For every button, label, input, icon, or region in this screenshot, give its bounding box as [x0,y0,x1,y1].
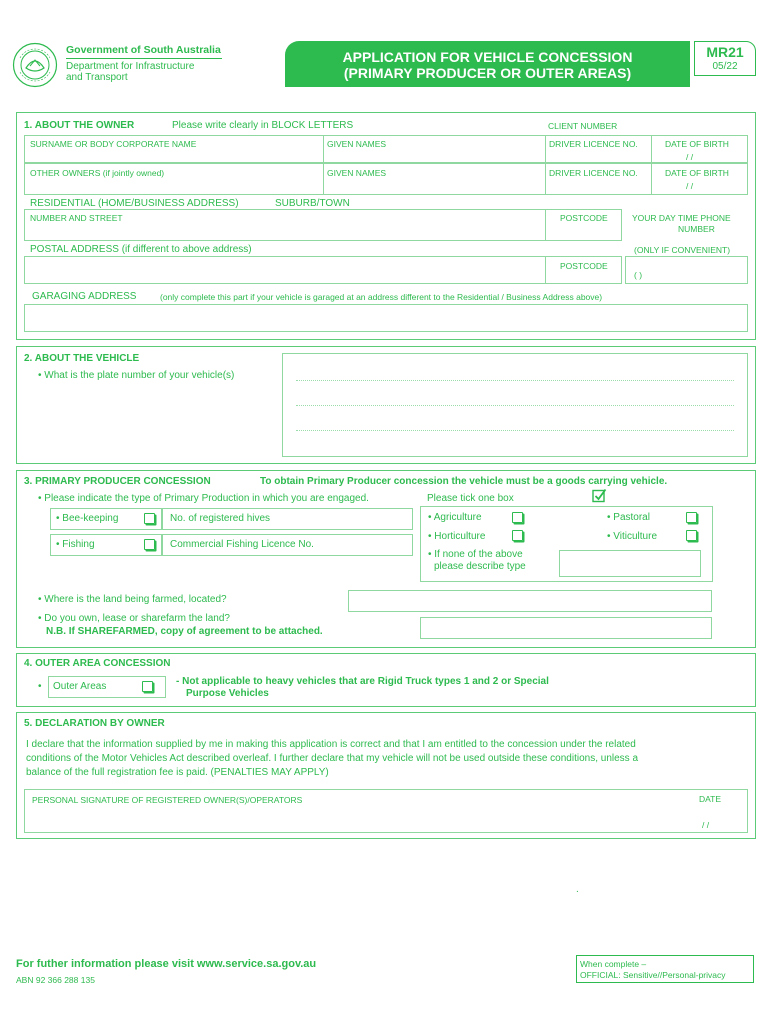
footer-info: For futher information please visit www.service.sa.gov.au [16,958,317,970]
dob-slashes: / / [686,152,694,162]
dob-slashes-2: / / [686,181,694,191]
form-code: MR21 [706,44,744,60]
driver-licence-label-2: DRIVER LICENCE NO. [549,168,638,178]
department-line-1: Department for Infrastructure [66,61,195,72]
postal-address-field[interactable] [24,256,546,284]
driver-licence-label: DRIVER LICENCE NO. [549,139,638,149]
surname-label: SURNAME OR BODY CORPORATE NAME [30,139,197,149]
phone-parens: ( ) [634,270,643,280]
bee-keeping-checkbox[interactable] [144,513,155,524]
phone-label-line-2: NUMBER [678,224,715,234]
declaration-line-1: I declare that the information supplied by me in making this application is correct and that I am entitled to the concession under the related [26,739,636,750]
dob-label: DATE OF BIRTH [665,139,729,149]
date-label: DATE [699,794,722,804]
only-if-convenient: (ONLY IF CONVENIENT) [634,245,731,255]
outer-areas-checkbox[interactable] [142,681,153,692]
outer-areas-bullet: • [38,681,42,692]
land-ownership-field[interactable] [420,617,712,639]
postal-label: POSTAL ADDRESS (if different to above address) [30,244,252,255]
pastoral-checkbox[interactable] [686,512,697,523]
agriculture-label: • Agriculture [428,512,482,523]
horticulture-checkbox[interactable] [512,530,523,541]
sa-government-seal [12,42,58,88]
form-title-line-1: APPLICATION FOR VEHICLE CONCESSION [342,49,633,65]
footer-abn: ABN 92 366 288 135 [16,975,95,985]
form-code-box [694,41,756,76]
section3-heading: 3. PRIMARY PRODUCER CONCESSION [24,476,211,487]
section1-instruction: Please write clearly in BLOCK LETTERS [172,120,354,131]
agriculture-checkbox[interactable] [512,512,523,523]
section1-heading: 1. ABOUT THE OWNER [24,120,135,131]
outer-areas-note-line-1: - Not applicable to heavy vehicles that are Rigid Truck types 1 and 2 or Special [176,676,549,687]
viticulture-checkbox[interactable] [686,530,697,541]
section4-heading: 4. OUTER AREA CONCESSION [24,658,171,669]
outer-areas-label: Outer Areas [53,681,107,692]
bee-keeping-label: • Bee-keeping [56,513,119,524]
ticked-checkbox-icon [592,488,607,503]
garaging-note: (only complete this part if your vehicle is garaged at an address different to the Residential / Business Address above) [160,292,603,302]
residential-label: RESIDENTIAL (HOME/BUSINESS ADDRESS) [30,198,239,209]
postcode-label: POSTCODE [560,213,608,223]
other-owners-label: OTHER OWNERS (if jointly owned) [30,168,165,178]
hives-label: No. of registered hives [170,513,271,524]
number-street-label: NUMBER AND STREET [30,213,123,223]
form-date: 05/22 [712,61,738,72]
department-line-2: and Transport [66,72,128,83]
garaging-address-field[interactable] [24,304,748,332]
outer-areas-note-line-2: Purpose Vehicles [186,688,269,699]
date-slashes: / / [702,820,710,830]
none-of-above-line-2: please describe type [434,561,526,572]
given-names-label: GIVEN NAMES [327,139,387,149]
land-ownership-question: • Do you own, lease or sharefarm the land? [38,613,230,624]
phone-field[interactable] [625,256,748,284]
none-of-above-line-1: • If none of the above [428,549,523,560]
garaging-label: GARAGING ADDRESS [32,291,137,302]
form-title-line-2: (PRIMARY PRODUCER OR OUTER AREAS) [343,65,632,81]
fishing-label: • Fishing [56,539,95,550]
given-names-label-2: GIVEN NAMES [327,168,387,178]
signature-label: PERSONAL SIGNATURE OF REGISTERED OWNER(S)/OPERATORS [32,795,303,805]
land-location-question: • Where is the land being farmed, located? [38,594,227,605]
section5-heading: 5. DECLARATION BY OWNER [24,718,165,729]
suburb-label: SUBURB/TOWN [275,198,350,209]
sharefarm-note: N.B. If SHAREFARMED, copy of agreement to be attached. [46,626,323,637]
plate-question: • What is the plate number of your vehicle(s) [38,370,235,381]
horticulture-label: • Horticulture [428,531,486,542]
other-type-field[interactable] [559,550,701,577]
viticulture-label: • Viticulture [607,531,658,542]
stray-dot: . [576,884,579,895]
section2-heading: 2. ABOUT THE VEHICLE [24,353,140,364]
declaration-line-2: conditions of the Motor Vehicles Act described overleaf. I further declare that my vehicle will not be used outside these conditions, unless a [26,753,639,764]
fishing-checkbox[interactable] [144,539,155,550]
section3-heading-note: To obtain Primary Producer concession the vehicle must be a goods carrying vehicle. [260,476,668,487]
declaration-line-3: balance of the full registration fee is paid. (PENALTIES MAY APPLY) [26,767,329,778]
tick-one-box: Please tick one box [427,493,514,504]
classification-label: OFFICIAL: Sensitive//Personal-privacy [580,970,726,980]
postcode-label-2: POSTCODE [560,261,608,271]
fishing-licence-label: Commercial Fishing Licence No. [170,539,314,550]
land-location-field[interactable] [348,590,712,612]
dob-label-2: DATE OF BIRTH [665,168,729,178]
form-title-banner [285,41,690,87]
government-title: Government of South Australia [66,44,221,56]
when-complete: When complete – [580,959,647,969]
pastoral-label: • Pastoral [607,512,650,523]
client-number-label: CLIENT NUMBER [548,121,618,131]
phone-label-line-1: YOUR DAY TIME PHONE [632,213,731,223]
production-instruction: • Please indicate the type of Primary Production in which you are engaged. [38,493,369,504]
